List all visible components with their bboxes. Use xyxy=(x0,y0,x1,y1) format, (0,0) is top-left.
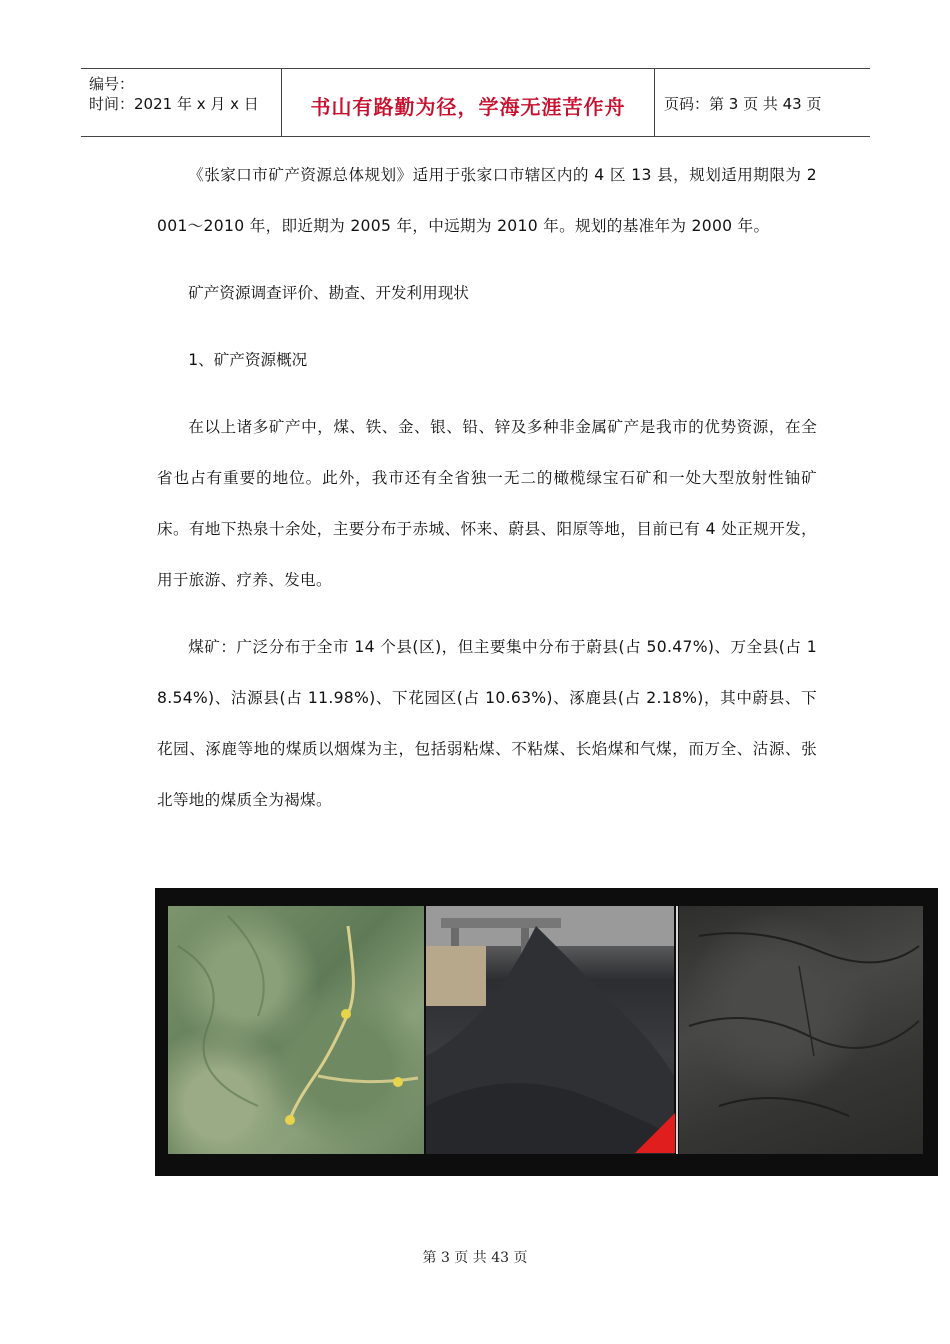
red-corner-mark xyxy=(635,1113,675,1153)
coal-photo-strip xyxy=(155,888,938,1176)
section-heading-overview: 1、矿产资源概况 xyxy=(188,351,308,369)
page-header xyxy=(81,68,870,137)
header-page-info: 页码：第 3 页 共 43 页 xyxy=(664,95,822,113)
document-body xyxy=(157,150,817,826)
paragraph-coal-mines: 煤矿：广泛分布于全市 14 个县(区)，但主要集中分布于蔚县(占 50.47%)、万全县(占 18.54%)、沽源县(占 11.98%)、下花园区(占 10.63%)、涿鹿县(占 2.18%)，其中蔚县、下花园、涿鹿等地的煤质以烟煤为主，包括弱粘煤、不粘煤、长焰煤和气煤，而万全、沽源、张北等地的煤质全为褐煤。 xyxy=(157,638,817,809)
header-motto: 书山有路勤为径，学海无涯苦作舟 xyxy=(310,95,626,119)
paragraph-plan-scope: 《张家口市矿产资源总体规划》适用于张家口市辖区内的 4 区 13 县，规划适用期限为 2001～2010 年，即近期为 2005 年，中远期为 2010 年。规划的基准年为 2000 年。 xyxy=(157,166,817,235)
satellite-map-photo xyxy=(168,906,424,1154)
road-map-icon xyxy=(168,906,424,1154)
paragraph-mineral-overview: 在以上诸多矿产中，煤、铁、金、银、铅、锌及多种非金属矿产是我市的优势资源，在全省也占有重要的地位。此外，我市还有全省独一无二的橄榄绿宝石矿和一处大型放射性铀矿床。有地下热泉十余处，主要分布于赤城、怀来、蔚县、阳原等地，目前已有 4 处正规开发，用于旅游、疗养、发电。 xyxy=(157,418,817,589)
page-footer: 第 3 页 共 43 页 xyxy=(422,1250,528,1266)
document-date: 时间：2021 年 x 月 x 日 xyxy=(89,95,259,113)
photo-divider xyxy=(676,906,678,1154)
header-middle-cell xyxy=(281,69,655,136)
coal-texture-icon xyxy=(679,906,923,1154)
header-right-cell xyxy=(654,69,870,136)
header-left-cell xyxy=(81,69,281,136)
coal-seam-photo xyxy=(679,906,923,1154)
document-code-label: 编号： xyxy=(89,75,135,93)
section-heading-status: 矿产资源调查评价、勘查、开发利用现状 xyxy=(188,284,469,302)
